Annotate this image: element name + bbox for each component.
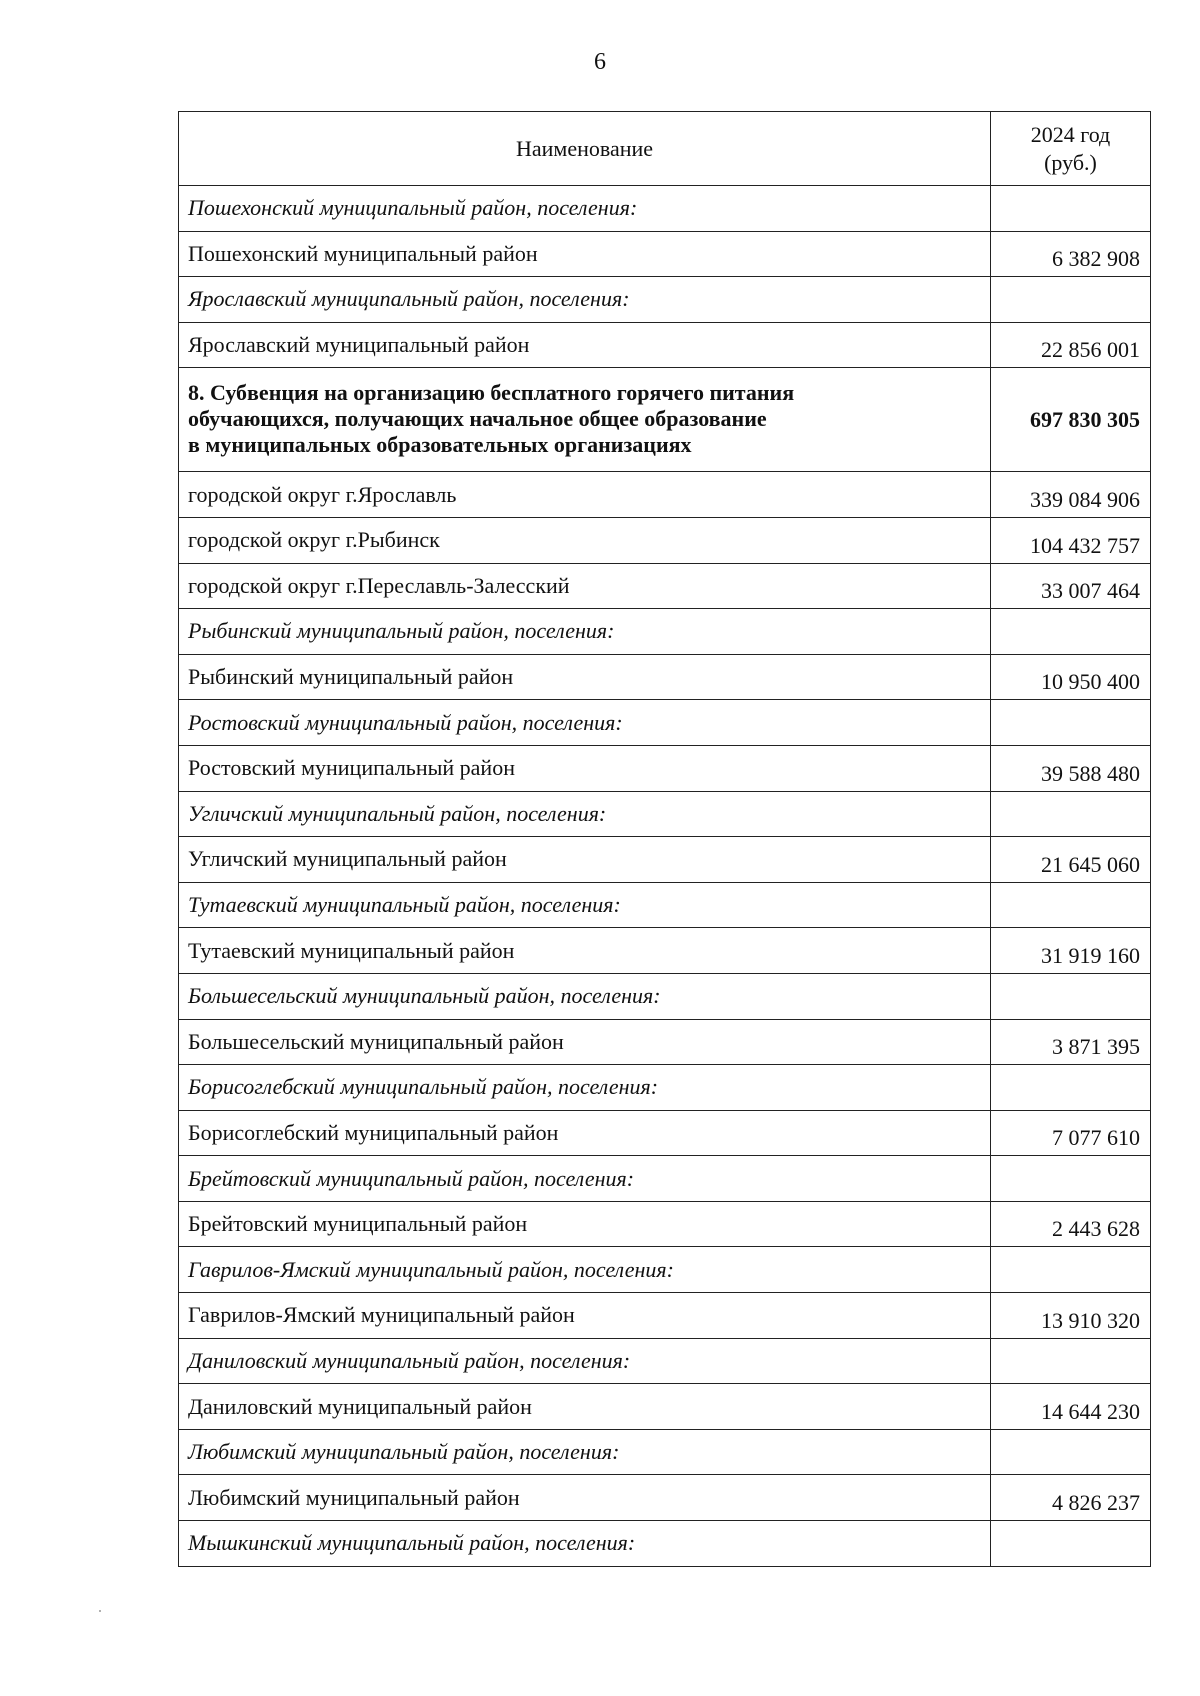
table-body — [179, 186, 1151, 1567]
row-name: Брейтовский муниципальный район — [179, 1201, 991, 1247]
column-header-value-text: 2024 год (руб.) — [1030, 121, 1111, 175]
row-name: Угличский муниципальный район, поселения: — [179, 791, 991, 837]
row-name: Большесельский муниципальный район, поселения: — [179, 973, 991, 1019]
subheader-row — [179, 1065, 1151, 1111]
row-value — [991, 277, 1151, 323]
row-value: 2 443 628 — [991, 1201, 1151, 1247]
row-name: Мышкинский муниципальный район, поселения: — [179, 1521, 991, 1567]
row-value: 697 830 305 — [991, 368, 1151, 472]
row-value: 14 644 230 — [991, 1384, 1151, 1430]
page-number: 6 — [594, 49, 606, 75]
table-row — [179, 1110, 1151, 1156]
row-name: 8. Субвенция на организацию бесплатного горячего питания обучающихся, получающих начальное общее образование в муниципальных образовательных организациях — [179, 368, 991, 472]
row-name: Ростовский муниципальный район — [179, 745, 991, 791]
column-header-name-text: Наименование — [515, 135, 654, 161]
table-row — [179, 745, 1151, 791]
table-row — [179, 1293, 1151, 1339]
table-row — [179, 517, 1151, 563]
row-name: Угличский муниципальный район — [179, 837, 991, 883]
row-value: 31 919 160 — [991, 928, 1151, 974]
row-value — [991, 973, 1151, 1019]
table-row — [179, 837, 1151, 883]
row-value — [991, 882, 1151, 928]
row-value: 33 007 464 — [991, 563, 1151, 609]
subheader-row — [179, 609, 1151, 655]
row-name: Ростовский муниципальный район, поселения: — [179, 700, 991, 746]
row-value — [991, 186, 1151, 232]
subheader-row — [179, 791, 1151, 837]
row-value: 10 950 400 — [991, 654, 1151, 700]
row-name: Брейтовский муниципальный район, поселения: — [179, 1156, 991, 1202]
row-name: Даниловский муниципальный район — [179, 1384, 991, 1430]
row-name: Борисоглебский муниципальный район — [179, 1110, 991, 1156]
row-name: Пошехонский муниципальный район — [179, 231, 991, 277]
subheader-row — [179, 1338, 1151, 1384]
subheader-row — [179, 700, 1151, 746]
budget-table — [178, 111, 1151, 1567]
subheader-row — [179, 1521, 1151, 1567]
row-value: 13 910 320 — [991, 1293, 1151, 1339]
row-value: 21 645 060 — [991, 837, 1151, 883]
row-value: 6 382 908 — [991, 231, 1151, 277]
subheader-row — [179, 186, 1151, 232]
subheader-row — [179, 1247, 1151, 1293]
subheader-row — [179, 973, 1151, 1019]
row-name: Тутаевский муниципальный район — [179, 928, 991, 974]
row-value — [991, 1065, 1151, 1111]
column-header-value — [991, 112, 1151, 186]
table-row — [179, 1201, 1151, 1247]
table-row — [179, 928, 1151, 974]
row-name: Ярославский муниципальный район — [179, 322, 991, 368]
row-value — [991, 1338, 1151, 1384]
row-name: Даниловский муниципальный район, поселения: — [179, 1338, 991, 1384]
row-value — [991, 1521, 1151, 1567]
row-name: городской округ г.Ярославль — [179, 472, 991, 518]
row-name: Гаврилов-Ямский муниципальный район — [179, 1293, 991, 1339]
table-row — [179, 231, 1151, 277]
row-value — [991, 1156, 1151, 1202]
subheader-row — [179, 1156, 1151, 1202]
row-name: Любимский муниципальный район — [179, 1475, 991, 1521]
table-row — [179, 1384, 1151, 1430]
subheader-row — [179, 882, 1151, 928]
row-name: Борисоглебский муниципальный район, поселения: — [179, 1065, 991, 1111]
scan-speck — [99, 1610, 101, 1612]
row-value: 22 856 001 — [991, 322, 1151, 368]
table-header-row — [179, 112, 1151, 186]
row-value: 104 432 757 — [991, 517, 1151, 563]
subheader-row — [179, 1429, 1151, 1475]
row-name: Любимский муниципальный район, поселения: — [179, 1429, 991, 1475]
section-row — [179, 368, 1151, 472]
row-value: 7 077 610 — [991, 1110, 1151, 1156]
row-name: Гаврилов-Ямский муниципальный район, поселения: — [179, 1247, 991, 1293]
row-value — [991, 1247, 1151, 1293]
row-name: Пошехонский муниципальный район, поселения: — [179, 186, 991, 232]
subheader-row — [179, 277, 1151, 323]
table-row — [179, 1475, 1151, 1521]
row-name: Тутаевский муниципальный район, поселения: — [179, 882, 991, 928]
table-row — [179, 322, 1151, 368]
row-name: городской округ г.Рыбинск — [179, 517, 991, 563]
table-row — [179, 563, 1151, 609]
table-row — [179, 654, 1151, 700]
row-value — [991, 609, 1151, 655]
column-header-name — [179, 112, 991, 186]
row-value — [991, 791, 1151, 837]
row-value — [991, 1429, 1151, 1475]
row-value: 339 084 906 — [991, 472, 1151, 518]
table-row — [179, 472, 1151, 518]
table-row — [179, 1019, 1151, 1065]
row-name: Рыбинский муниципальный район, поселения: — [179, 609, 991, 655]
row-value: 39 588 480 — [991, 745, 1151, 791]
row-name: Рыбинский муниципальный район — [179, 654, 991, 700]
row-name: Большесельский муниципальный район — [179, 1019, 991, 1065]
row-value — [991, 700, 1151, 746]
row-value: 3 871 395 — [991, 1019, 1151, 1065]
row-value: 4 826 237 — [991, 1475, 1151, 1521]
row-name: городской округ г.Переславль-Залесский — [179, 563, 991, 609]
row-name: Ярославский муниципальный район, поселения: — [179, 277, 991, 323]
